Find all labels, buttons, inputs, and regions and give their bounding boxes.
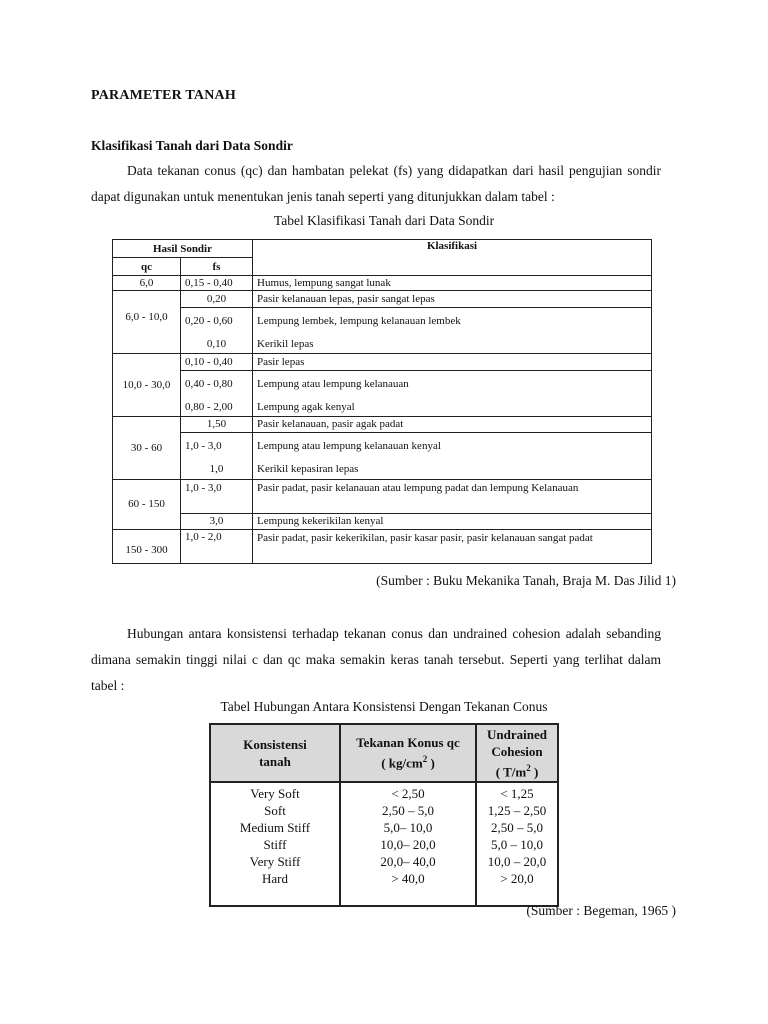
table2-header-cohesion-unit: ( T/m <box>495 764 527 780</box>
table-row <box>113 514 652 530</box>
table1-class-cell: Kerikil lepas <box>253 336 652 354</box>
list-item: 10,0– 20,0 <box>380 837 436 852</box>
table2-header-tekanan-unit: ( kg/cm <box>381 755 423 771</box>
table2-header-cohesion-close: ) <box>530 764 539 780</box>
table1-qc-cell: 60 - 150 <box>113 480 181 530</box>
table1-fs-cell: 1,0 - 3,0 <box>181 480 253 514</box>
list-item: < 1,25 <box>500 786 534 801</box>
list-item: 1,25 – 2,50 <box>487 803 547 818</box>
list-item: 5,0 – 10,0 <box>491 837 543 852</box>
table2-header-tekanan-line1: Tekanan Konus qc <box>356 735 460 751</box>
table1-header-row <box>113 240 652 258</box>
table2-header-cohesion-line1: Undrained <box>487 726 547 742</box>
table-row <box>113 308 652 336</box>
page-heading: PARAMETER TANAH <box>91 88 236 103</box>
table1-fs-cell: 1,0 <box>181 461 253 480</box>
table2-header-cohesion-sup: 2 <box>526 762 531 773</box>
list-item: > 20,0 <box>500 871 534 886</box>
table1-class-cell: Humus, lempung sangat lunak <box>253 276 652 291</box>
list-item: Very Soft <box>250 786 300 801</box>
table1-fs-cell: 0,80 - 2,00 <box>181 399 253 417</box>
table1-class-cell: Pasir padat, pasir kekerikilan, pasir kasar pasir, pasir kelanauan sangat padat <box>253 530 652 564</box>
table-row <box>113 433 652 461</box>
table1-fs-cell: 0,10 - 0,40 <box>181 354 253 371</box>
table1-qc-cell: 150 - 300 <box>113 530 181 564</box>
table-row <box>113 276 652 291</box>
table1-class-cell: Pasir padat, pasir kelanauan atau lempung padat dan lempung Kelanauan <box>253 480 652 514</box>
table1-class-cell: Lempung lembek, lempung kelanauan lembek <box>253 308 652 336</box>
table2-col-konsistensi <box>210 782 340 906</box>
table1-header-fs: fs <box>181 258 253 276</box>
table2-header-cohesion-line3 <box>481 760 553 780</box>
table1-class-cell: Lempung agak kenyal <box>253 399 652 417</box>
table-row <box>113 291 652 308</box>
table-row <box>113 371 652 399</box>
table2-header-row <box>210 724 558 782</box>
table-row <box>113 461 652 480</box>
table1-class-cell: Lempung atau lempung kelanauan <box>253 371 652 399</box>
sondir-classification-table <box>112 239 652 564</box>
table1-class-cell: Pasir kelanauan lepas, pasir sangat lepas <box>253 291 652 308</box>
table2-col-cohesion <box>476 782 558 906</box>
paragraph-2 <box>91 621 661 699</box>
table1-fs-cell: 0,10 <box>181 336 253 354</box>
table1-fs-cell: 1,0 - 3,0 <box>181 433 253 461</box>
list-item: Medium Stiff <box>239 820 311 835</box>
table2-header-tekanan-line2 <box>345 751 471 771</box>
list-item: Very Stiff <box>249 854 301 869</box>
table1-class-cell: Lempung atau lempung kelanauan kenyal <box>253 433 652 461</box>
list-item: Stiff <box>263 837 287 852</box>
table1-fs-cell: 0,40 - 0,80 <box>181 371 253 399</box>
table-row <box>113 417 652 433</box>
table1-source: (Sumber : Buku Mekanika Tanah, Braja M. Das Jilid 1) <box>376 573 676 588</box>
table1-class-cell: Pasir lepas <box>253 354 652 371</box>
list-item: Hard <box>262 871 288 886</box>
table1-fs-cell: 0,20 - 0,60 <box>181 308 253 336</box>
table1-header-hasil-sondir: Hasil Sondir <box>113 240 253 258</box>
table2-source: (Sumber : Begeman, 1965 ) <box>526 903 676 918</box>
consistency-table <box>209 723 559 907</box>
table2-body-row <box>210 782 558 906</box>
table2-header-konsistensi-line2: tanah <box>259 754 291 769</box>
table2-caption: Tabel Hubungan Antara Konsistensi Dengan Tekanan Conus <box>220 699 548 714</box>
table1-fs-cell: 1,0 - 2,0 <box>181 530 253 564</box>
table2-header-cohesion-line2: Cohesion <box>491 743 543 759</box>
table-row <box>113 480 652 514</box>
table-row <box>113 399 652 417</box>
table1-qc-cell: 30 - 60 <box>113 417 181 480</box>
table1-class-cell: Lempung kekerikilan kenyal <box>253 514 652 530</box>
table1-header-klasifikasi: Klasifikasi <box>253 240 652 276</box>
paragraph-2-text: Hubungan antara konsistensi terhadap tekanan conus dan undrained cohesion adalah sebanding dimana semakin tinggi nilai c dan qc maka semakin keras tanah tersebut. Seperti yang terlihat dalam tabel : <box>91 626 661 693</box>
table2-header-tekanan-close: ) <box>427 755 435 771</box>
list-item: 2,50 – 5,0 <box>491 820 543 835</box>
table2-header-konsistensi <box>210 724 340 782</box>
list-item: 2,50 – 5,0 <box>382 803 434 818</box>
section-title: Klasifikasi Tanah dari Data Sondir <box>91 138 293 153</box>
paragraph-1 <box>91 158 661 210</box>
list-item: Soft <box>264 803 286 818</box>
paragraph-1-text: Data tekanan conus (qc) dan hambatan pelekat (fs) yang didapatkan dari hasil pengujian sondir dapat digunakan untuk menentukan jenis tanah seperti yang ditunjukkan dalam tabel : <box>91 163 661 204</box>
table1-fs-cell: 1,50 <box>181 417 253 433</box>
table2-header-konsistensi-line1: Konsistensi <box>243 737 307 752</box>
list-item: 10,0 – 20,0 <box>487 854 547 869</box>
table1-fs-cell: 0,15 - 0,40 <box>181 276 253 291</box>
table1-caption: Tabel Klasifikasi Tanah dari Data Sondir <box>273 213 495 228</box>
table2-header-tekanan-sup: 2 <box>422 754 428 765</box>
table1-qc-cell: 10,0 - 30,0 <box>113 354 181 417</box>
list-item: 5,0– 10,0 <box>383 820 433 835</box>
table2-header-tekanan-konus <box>340 724 476 782</box>
list-item: > 40,0 <box>391 871 425 886</box>
table1-qc-cell: 6,0 - 10,0 <box>113 291 181 354</box>
table2-header-undrained-cohesion <box>476 724 558 782</box>
table1-fs-cell: 3,0 <box>181 514 253 530</box>
table-row <box>113 530 652 564</box>
table1-qc-cell: 6,0 <box>113 276 181 291</box>
table1-class-cell: Pasir kelanauan, pasir agak padat <box>253 417 652 433</box>
list-item: 20,0– 40,0 <box>380 854 436 869</box>
table1-header-qc: qc <box>113 258 181 276</box>
table-row <box>113 336 652 354</box>
table2-col-tekanan <box>340 782 476 906</box>
table-row <box>113 354 652 371</box>
table1-class-cell: Kerikil kepasiran lepas <box>253 461 652 480</box>
list-item: < 2,50 <box>391 786 425 801</box>
table1-fs-cell: 0,20 <box>181 291 253 308</box>
